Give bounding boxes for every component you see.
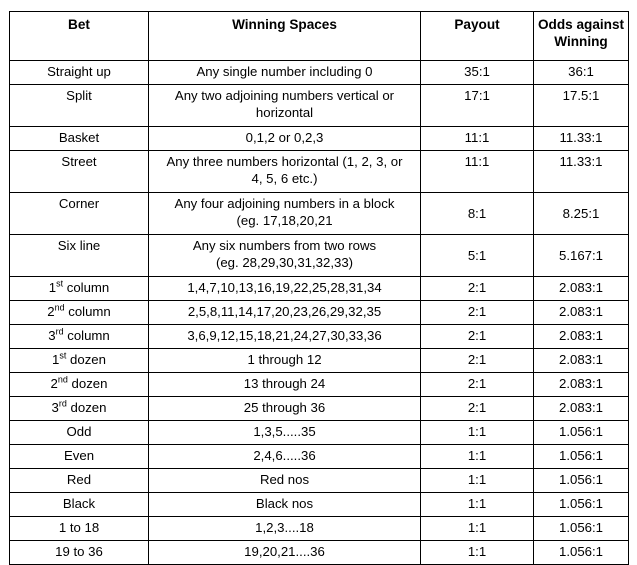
cell-winning-spaces — [149, 493, 421, 517]
column-header-payout: Payout — [421, 12, 534, 61]
winning-spaces-line-2: 4, 5, 6 etc.) — [251, 171, 318, 186]
bet-label-rest: column — [63, 328, 110, 343]
cell-odds-against-winning: 11.33:1 — [534, 127, 629, 151]
cell-odds-against-winning: 1.056:1 — [534, 421, 629, 445]
cell-odds-against-winning: 2.083:1 — [534, 325, 629, 349]
table-row — [10, 397, 629, 421]
cell-payout: 1:1 — [421, 421, 534, 445]
bet-ordinal-number: 2 — [50, 376, 58, 391]
cell-odds-against-winning: 5.167:1 — [534, 235, 629, 277]
winning-spaces-line-1: Any three numbers horizontal (1, 2, 3, or — [166, 154, 403, 169]
bet-ordinal-suffix: st — [59, 350, 67, 361]
winning-spaces-line-2: (eg. 28,29,30,31,32,33) — [215, 255, 354, 270]
bet-label-rest: dozen — [66, 352, 106, 367]
table-row — [10, 373, 629, 397]
cell-winning-spaces — [149, 541, 421, 565]
winning-spaces-line-1: 1 through 12 — [247, 352, 322, 367]
table-row — [10, 325, 629, 349]
cell-bet: Straight up — [10, 61, 149, 85]
odds-header-line-2: Winning — [554, 34, 608, 49]
cell-bet: Odd — [10, 421, 149, 445]
cell-payout: 1:1 — [421, 493, 534, 517]
bet-ordinal-suffix: st — [56, 278, 64, 289]
cell-payout: 1:1 — [421, 469, 534, 493]
cell-winning-spaces — [149, 445, 421, 469]
cell-payout: 35:1 — [421, 61, 534, 85]
column-header-odds-against-winning — [534, 12, 629, 61]
table-row — [10, 127, 629, 151]
cell-bet: Red — [10, 469, 149, 493]
cell-bet — [10, 277, 149, 301]
column-header-bet: Bet — [10, 12, 149, 61]
winning-spaces-line-1: 1,2,3....18 — [255, 520, 314, 535]
table-row — [10, 151, 629, 193]
cell-odds-against-winning: 1.056:1 — [534, 493, 629, 517]
bet-ordinal-number: 3 — [51, 400, 59, 415]
table-row — [10, 517, 629, 541]
winning-spaces-line-1: Any four adjoining numbers in a block — [174, 196, 395, 211]
winning-spaces-line-1: 1,3,5.....35 — [253, 424, 316, 439]
bet-ordinal-suffix: nd — [57, 374, 68, 385]
cell-payout: 1:1 — [421, 541, 534, 565]
cell-odds-against-winning: 1.056:1 — [534, 517, 629, 541]
cell-winning-spaces — [149, 517, 421, 541]
cell-winning-spaces — [149, 235, 421, 277]
cell-odds-against-winning: 1.056:1 — [534, 541, 629, 565]
cell-odds-against-winning: 1.056:1 — [534, 469, 629, 493]
table-row — [10, 61, 629, 85]
cell-winning-spaces — [149, 397, 421, 421]
cell-winning-spaces — [149, 127, 421, 151]
cell-bet: Corner — [10, 193, 149, 235]
bet-ordinal-number: 1 — [52, 352, 60, 367]
cell-payout: 2:1 — [421, 397, 534, 421]
table-row — [10, 277, 629, 301]
cell-payout: 1:1 — [421, 445, 534, 469]
cell-winning-spaces — [149, 85, 421, 127]
cell-payout: 8:1 — [421, 193, 534, 235]
cell-odds-against-winning: 17.5:1 — [534, 85, 629, 127]
bet-ordinal-number: 2 — [47, 304, 55, 319]
cell-payout: 2:1 — [421, 301, 534, 325]
bet-ordinal-number: 1 — [48, 280, 57, 295]
table-row — [10, 445, 629, 469]
cell-odds-against-winning: 11.33:1 — [534, 151, 629, 193]
cell-winning-spaces — [149, 421, 421, 445]
table-row — [10, 541, 629, 565]
cell-bet: Six line — [10, 235, 149, 277]
cell-payout: 5:1 — [421, 235, 534, 277]
winning-spaces-line-1: Any single number including 0 — [196, 64, 373, 79]
cell-odds-against-winning: 2.083:1 — [534, 301, 629, 325]
table-header-row — [10, 12, 629, 61]
cell-bet: 19 to 36 — [10, 541, 149, 565]
table-row — [10, 493, 629, 517]
odds-header-line-1: Odds against — [537, 17, 625, 32]
cell-winning-spaces — [149, 193, 421, 235]
cell-bet — [10, 373, 149, 397]
cell-bet: 1 to 18 — [10, 517, 149, 541]
bet-label-rest: column — [63, 280, 110, 295]
table-row — [10, 85, 629, 127]
winning-spaces-line-1: 2,4,6.....36 — [253, 448, 316, 463]
winning-spaces-line-1: 0,1,2 or 0,2,3 — [245, 130, 324, 145]
cell-winning-spaces — [149, 349, 421, 373]
roulette-bets-table — [9, 11, 629, 565]
winning-spaces-line-1: 19,20,21....36 — [244, 544, 325, 559]
bet-label-rest: dozen — [67, 376, 108, 391]
winning-spaces-line-1: 3,6,9,12,15,18,21,24,27,30,33,36 — [187, 328, 382, 343]
bet-ordinal-suffix: rd — [55, 326, 64, 337]
winning-spaces-line-1: Black nos — [255, 496, 314, 511]
cell-payout: 2:1 — [421, 373, 534, 397]
cell-bet: Split — [10, 85, 149, 127]
cell-odds-against-winning: 2.083:1 — [534, 373, 629, 397]
cell-winning-spaces — [149, 151, 421, 193]
table-row — [10, 421, 629, 445]
cell-bet — [10, 325, 149, 349]
winning-spaces-line-2: (eg. 17,18,20,21 — [236, 213, 333, 228]
bet-label-rest: dozen — [66, 400, 107, 415]
cell-bet — [10, 349, 149, 373]
table-row — [10, 349, 629, 373]
bet-label-rest: column — [64, 304, 111, 319]
bet-ordinal-suffix: nd — [54, 302, 65, 313]
cell-bet: Street — [10, 151, 149, 193]
cell-payout: 2:1 — [421, 325, 534, 349]
cell-payout: 1:1 — [421, 517, 534, 541]
cell-odds-against-winning: 2.083:1 — [534, 349, 629, 373]
winning-spaces-line-1: Any six numbers from two rows — [192, 238, 377, 253]
table-row — [10, 235, 629, 277]
table-header — [10, 12, 629, 61]
cell-payout: 2:1 — [421, 349, 534, 373]
winning-spaces-line-1: 25 through 36 — [243, 400, 326, 415]
table-row — [10, 469, 629, 493]
winning-spaces-line-1: 1,4,7,10,13,16,19,22,25,28,31,34 — [187, 280, 382, 295]
cell-winning-spaces — [149, 469, 421, 493]
cell-payout: 2:1 — [421, 277, 534, 301]
winning-spaces-line-1: Any two adjoining numbers vertical or — [174, 88, 395, 103]
cell-winning-spaces — [149, 61, 421, 85]
cell-bet — [10, 397, 149, 421]
winning-spaces-line-2: horizontal — [255, 105, 314, 120]
table-row — [10, 301, 629, 325]
table-body — [10, 61, 629, 565]
cell-bet — [10, 301, 149, 325]
cell-odds-against-winning: 2.083:1 — [534, 277, 629, 301]
table-row — [10, 193, 629, 235]
cell-winning-spaces — [149, 301, 421, 325]
winning-spaces-line-1: Red nos — [259, 472, 310, 487]
cell-odds-against-winning: 8.25:1 — [534, 193, 629, 235]
winning-spaces-line-1: 13 through 24 — [243, 376, 326, 391]
cell-bet: Basket — [10, 127, 149, 151]
cell-odds-against-winning: 36:1 — [534, 61, 629, 85]
cell-odds-against-winning: 1.056:1 — [534, 445, 629, 469]
column-header-winning-spaces: Winning Spaces — [149, 12, 421, 61]
cell-payout: 11:1 — [421, 127, 534, 151]
cell-winning-spaces — [149, 373, 421, 397]
bet-ordinal-suffix: rd — [58, 398, 67, 409]
bet-ordinal-number: 3 — [48, 328, 56, 343]
cell-winning-spaces — [149, 325, 421, 349]
bet-table-container — [9, 11, 628, 565]
cell-payout: 17:1 — [421, 85, 534, 127]
cell-bet: Black — [10, 493, 149, 517]
cell-payout: 11:1 — [421, 151, 534, 193]
cell-odds-against-winning: 2.083:1 — [534, 397, 629, 421]
cell-bet: Even — [10, 445, 149, 469]
winning-spaces-line-1: 2,5,8,11,14,17,20,23,26,29,32,35 — [187, 304, 382, 319]
cell-winning-spaces — [149, 277, 421, 301]
